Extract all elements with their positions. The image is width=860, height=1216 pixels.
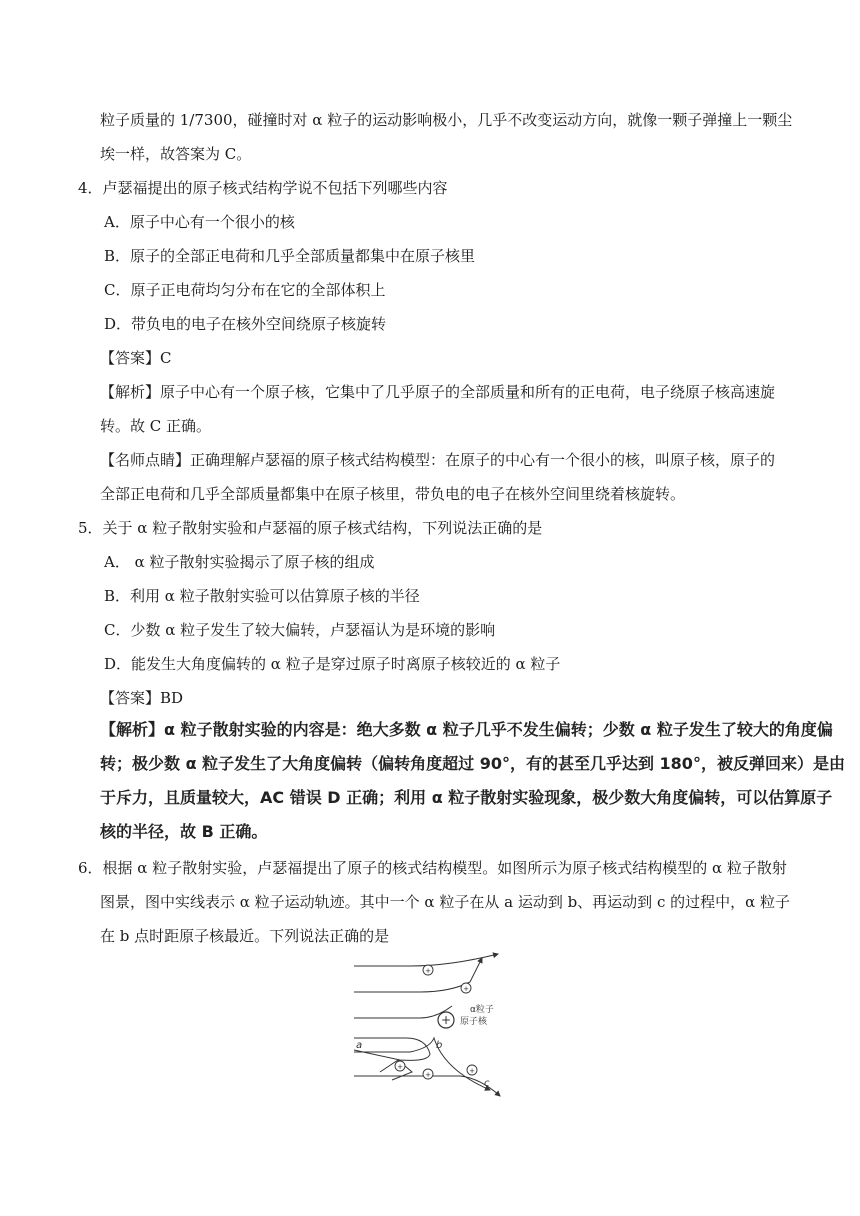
plus-sign: +: [463, 985, 469, 993]
plus-sign: +: [425, 967, 431, 975]
trajectory-line: [354, 1038, 490, 1090]
q5-explanation: 【解析】α 粒子散射实验的内容是：绝大多数 α 粒子几乎不发生偏转；少数 α 粒子发生了较大的角度偏: [100, 720, 833, 739]
text-line: 埃一样，故答案为 C。: [100, 145, 252, 163]
point-a-label: a: [356, 1040, 363, 1051]
q5-answer: 【答案】BD: [100, 689, 184, 707]
plus-sign: +: [440, 1013, 452, 1027]
q5-option-c: C．少数 α 粒子发生了较大偏转，卢瑟福认为是环境的影响: [104, 621, 496, 639]
q5-explanation: 于斥力，且质量较大，AC 错误 D 正确；利用 α 粒子散射实验现象，极少数大角度偏转，可以估算原子: [100, 788, 833, 807]
question-6: 6．根据 α 粒子散射实验，卢瑟福提出了原子的核式结构模型。如图所示为原子核式结构模型的 α 粒子散射: [78, 859, 787, 877]
trajectory-line: [354, 1038, 430, 1060]
q4-option-b: B．原子的全部正电荷和几乎全部质量都集中在原子核里: [104, 247, 476, 265]
q4-answer: 【答案】C: [100, 349, 172, 367]
point-c-label: c: [484, 1078, 490, 1089]
plus-sign: +: [397, 1063, 403, 1071]
q5-option-a: A． α 粒子散射实验揭示了原子核的组成: [104, 553, 375, 571]
plus-sign: +: [469, 1067, 475, 1075]
q5-explanation: 转；极少数 α 粒子发生了大角度偏转（偏转角度超过 90°，有的甚至几乎达到 180°，被反弹回来）是由: [100, 754, 845, 773]
text-line: 粒子质量的 1/7300，碰撞时对 α 粒子的运动影响极小，几乎不改变运动方向，就像一颗子弹撞上一颗尘: [100, 111, 793, 129]
question-5: 5．关于 α 粒子散射实验和卢瑟福的原子核式结构，下列说法正确的是: [78, 519, 543, 537]
point-b-label: b: [436, 1040, 443, 1051]
alpha-particle-label: α粒子: [470, 1005, 494, 1015]
alpha-scattering-figure: [340, 948, 520, 1100]
q4-option-c: C．原子正电荷均匀分布在它的全部体积上: [104, 281, 386, 299]
q5-option-d: D．能发生大角度偏转的 α 粒子是穿过原子时离原子核较近的 α 粒子: [104, 655, 561, 673]
q4-option-a: A．原子中心有一个很小的核: [104, 213, 295, 231]
trajectory-line: [354, 954, 498, 966]
q4-teacher-tip: 【名师点睛】正确理解卢瑟福的原子核式结构模型：在原子的中心有一个很小的核，叫原子核，原子的: [100, 451, 776, 469]
q4-explanation: 【解析】原子中心有一个原子核，它集中了几乎原子的全部质量和所有的正电荷，电子绕原子核高速旋: [100, 383, 776, 401]
q4-teacher-tip: 全部正电荷和几乎全部质量都集中在原子核里，带负电的电子在核外空间里绕着核旋转。: [100, 485, 686, 503]
q5-explanation: 核的半径，故 B 正确。: [100, 822, 268, 841]
question-6: 在 b 点时距原子核最近。下列说法正确的是: [100, 927, 390, 945]
plus-sign: +: [425, 1071, 431, 1079]
nucleus-label: 原子核: [460, 1017, 488, 1027]
question-4: 4．卢瑟福提出的原子核式结构学说不包括下列哪些内容: [78, 179, 448, 197]
q5-option-b: B．利用 α 粒子散射实验可以估算原子核的半径: [104, 587, 420, 605]
trajectory-line: [354, 1006, 452, 1018]
question-6: 图景，图中实线表示 α 粒子运动轨迹。其中一个 α 粒子在从 a 运动到 b、再运动到 c 的过程中，α 粒子: [100, 893, 791, 911]
q4-option-d: D．带负电的电子在核外空间绕原子核旋转: [104, 315, 387, 333]
q4-explanation: 转。故 C 正确。: [100, 417, 212, 435]
